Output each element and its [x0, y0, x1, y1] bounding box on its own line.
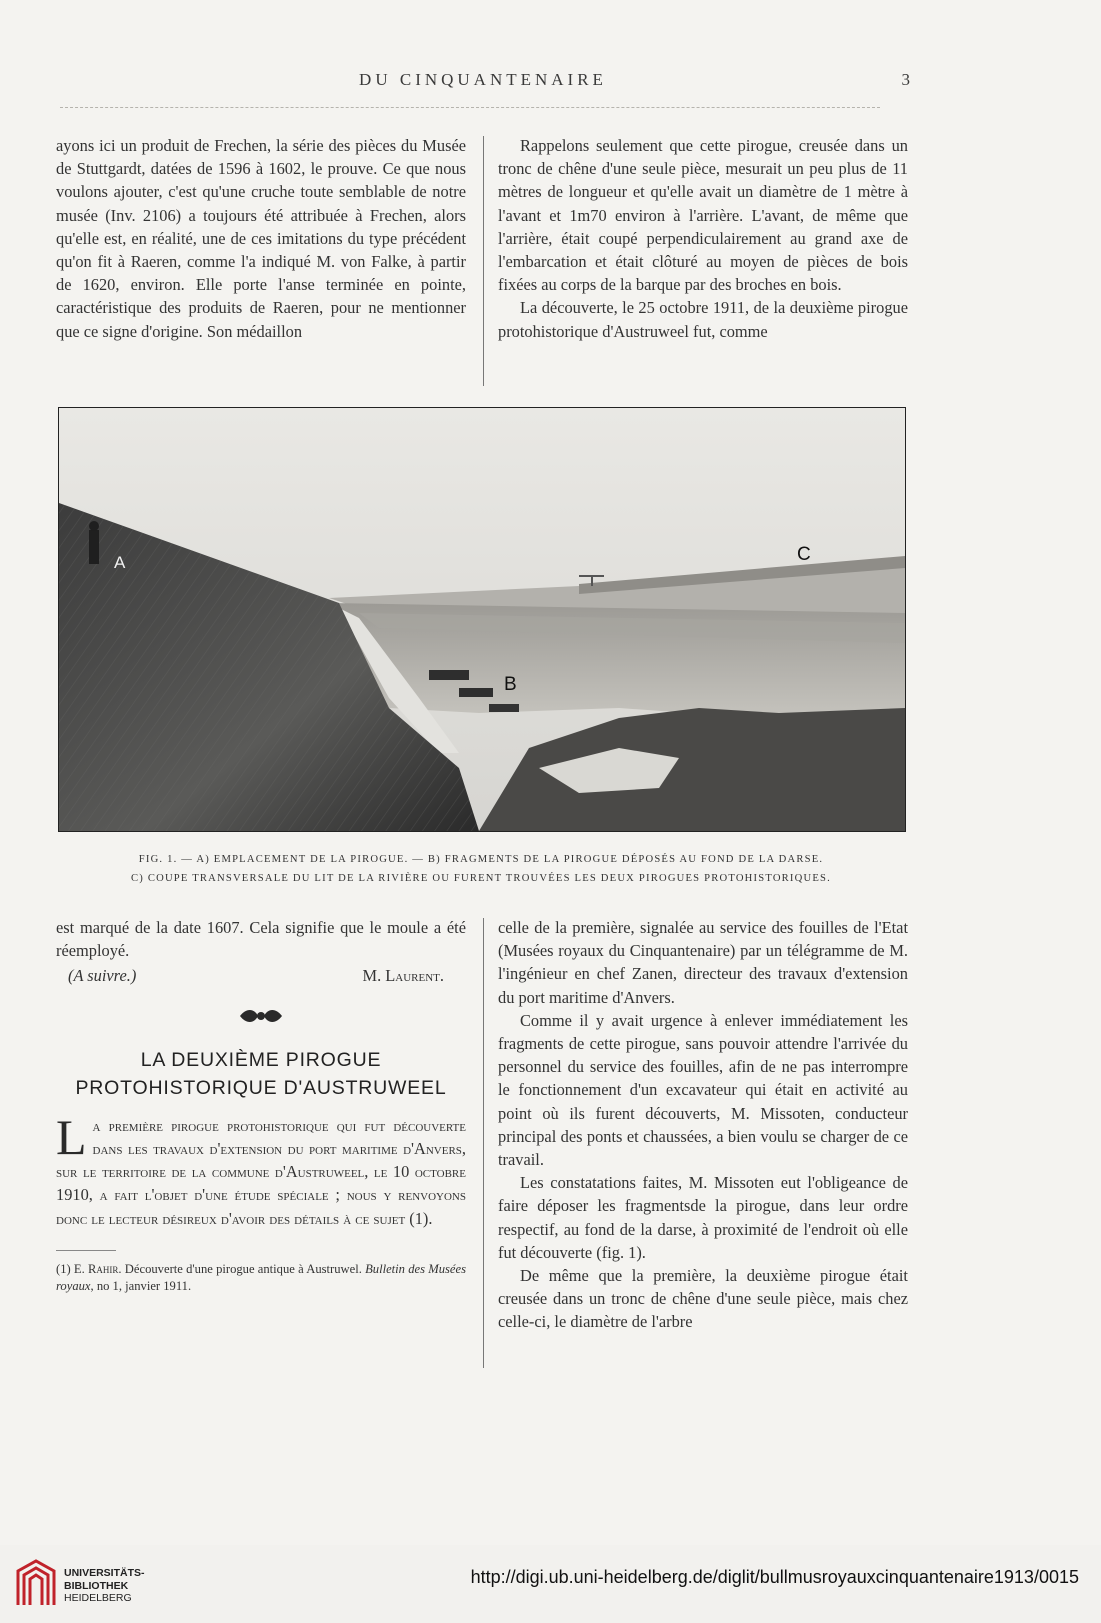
drop-cap: L [56, 1108, 87, 1165]
paragraph: Les constatations faites, M. Missoten eut l'obligeance de faire déposer les fragmentsde la pirogue, dans leur ordre respectif, au fond de la darse, à proximité de l'endroit où elle fut découverte (fig. 1). [498, 1173, 908, 1262]
caption-line: C) COUPE TRANSVERSALE DU LIT DE LA RIVIÈRE OU FURENT TROUVÉES LES DEUX PIROGUES PROTOHISTORIQUES. [131, 873, 831, 884]
excavation-photograph [58, 407, 906, 832]
intro-paragraph [56, 1108, 466, 1230]
footnote [56, 1261, 466, 1295]
to-follow: (A suivre.) [68, 966, 137, 986]
library-name [64, 1567, 145, 1605]
library-line: HEIDELBERG [64, 1592, 132, 1604]
column-rule [483, 136, 484, 386]
figure-caption [58, 850, 904, 888]
paragraph: est marqué de la date 1607. Cela signifie que le moule a été réemployé. [56, 918, 466, 961]
bottom-right-column [498, 916, 908, 1334]
library-line: BIBLIOTHEK [64, 1579, 129, 1592]
figure-label-a: A [114, 553, 126, 572]
footnote-text: , no 1, janvier 1911. [90, 1278, 192, 1293]
intro-text: a première pirogue protohistorique qui fut découverte dans les travaux d'extension du port maritime d'Anvers, sur le territoire de la commune d'Austruweel, le 10 octobre 1910, a fait l'objet d'une étude spéciale ; nous y renvoyons donc le lecteur désireux d'avoir des détails à ce sujet (1). [56, 1115, 466, 1228]
header-rule [60, 107, 880, 108]
column-rule [483, 918, 484, 1368]
bottom-left-column [56, 916, 466, 1295]
photo-illustration [59, 408, 905, 831]
top-right-column [498, 134, 908, 343]
footnote-author: Rahir [88, 1261, 119, 1276]
paragraph: La découverte, le 25 octobre 1911, de la deuxième pirogue protohistorique d'Austruweel fut, comme [498, 298, 908, 341]
article-title [56, 1046, 466, 1102]
footnote-rule [56, 1250, 116, 1251]
running-title: DU CINQUANTENAIRE [359, 70, 607, 89]
figure-label-c: C [797, 544, 811, 565]
paragraph: celle de la première, signalée au service des fouilles de l'Etat (Musées royaux du Cinquantenaire) par un télégramme de M. l'ingénieur en chef Zanen, directeur des travaux d'extension du port maritime d'Anvers. [498, 918, 908, 1007]
author-signature: M. Laurent. [362, 966, 444, 986]
library-logo-icon [14, 1557, 58, 1609]
title-line: PROTOHISTORIQUE D'AUSTRUWEEL [75, 1076, 447, 1099]
footer-bar [0, 1545, 1101, 1623]
permalink-url[interactable]: http://digi.ub.uni-heidelberg.de/diglit/bullmusroyauxcinquantenaire1913/0015 [470, 1567, 1079, 1587]
top-left-column [56, 134, 466, 343]
title-line: LA DEUXIÈME PIROGUE [140, 1048, 382, 1071]
figure-label-b: B [504, 674, 517, 695]
paragraph: De même que la première, la deuxième pirogue était creusée dans un tronc de chêne d'une seule pièce, mais chez celle-ci, le diamètre de l'arbre [498, 1266, 908, 1332]
paragraph: ayons ici un produit de Frechen, la série des pièces du Musée de Stuttgardt, datées de 1596 à 1602, le prouve. Ce que nous voulons ajouter, c'est qu'une cruche toute semblable de notre musée (Inv. 2106) a toujours été attribuée à Frechen, alors qu'elle est, en réalité, une de ces imitations du type précédent qu'on fit à Raeren, comme l'a indiqué M. von Falke, à partir de 1620, environ. Elle porte l'anse terminée en pointe, caractéristique des produits de Raeren, pour ne mentionner que ce signe d'origine. Son médaillon [56, 136, 466, 341]
ornament-icon [56, 1006, 466, 1032]
page-header [56, 70, 910, 96]
caption-line: FIG. 1. — A) EMPLACEMENT DE LA PIROGUE. — B) FRAGMENTS DE LA PIROGUE DÉPOSÉS AU FOND DE LA DARSE. [138, 854, 824, 865]
paragraph: Comme il y avait urgence à enlever immédiatement les fragments de cette pirogue, sans pouvoir attendre l'arrivée du personnel du service des fouilles, afin de ne pas interrompre le fonctionnement d'un excavateur qui était en activité au point où ils furent découverts, M. Missoten, conducteur principal des ponts et chaussées, a bien voulu se charger de ce travail. [498, 1010, 908, 1170]
paragraph: Rappelons seulement que cette pirogue, creusée dans un tronc de chêne d'une seule pièce, mesurait un peu plus de 11 mètres de longueur et qu'elle avait un diamètre de 1 mètre à l'avant et 1m70 environ à l'arrière. L'avant, de même que l'arrière, était coupé perpendiculairement au grand axe de l'embarcation et était clôturé au moyen de pièces de bois fixées au corps de la barque par des broches en bois. [498, 136, 908, 295]
footnote-journal: Bulletin des Musées royaux [56, 1261, 467, 1293]
library-line: UNIVERSITÄTS- [64, 1567, 145, 1579]
signature-row [56, 964, 466, 987]
footnote-mark: (1) E. [56, 1261, 89, 1276]
page-number: 3 [901, 70, 910, 89]
footnote-text: . Découverte d'une pirogue antique à Austruwel. [118, 1261, 366, 1276]
